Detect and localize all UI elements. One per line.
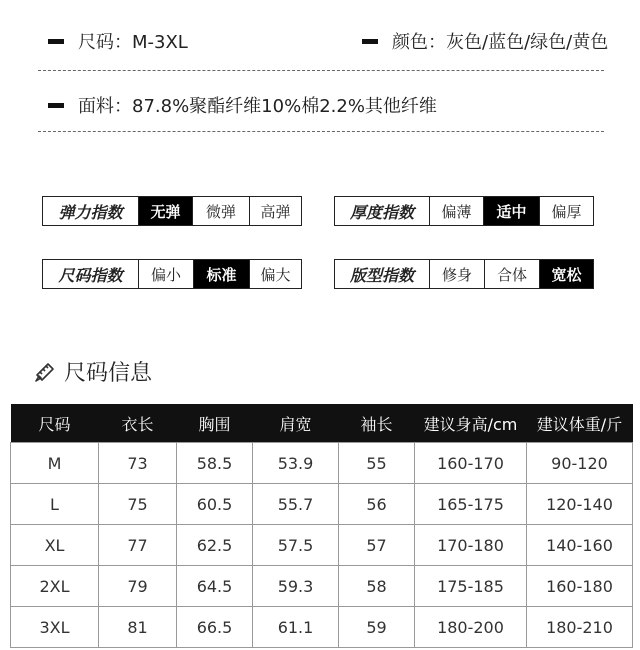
table-cell: 2XL xyxy=(11,566,99,607)
size-table xyxy=(10,404,633,648)
thickness-option: 偏薄 xyxy=(429,197,483,225)
table-cell: 160-180 xyxy=(527,566,633,607)
table-cell: 57 xyxy=(339,525,415,566)
table-cell: 58 xyxy=(339,566,415,607)
table-cell: 58.5 xyxy=(177,443,253,484)
header-cell: 尺码 xyxy=(11,404,99,443)
header-cell: 袖长 xyxy=(339,404,415,443)
table-cell: 90-120 xyxy=(527,443,633,484)
table-cell: 55.7 xyxy=(253,484,339,525)
table-cell: 120-140 xyxy=(527,484,633,525)
table-cell: 73 xyxy=(99,443,177,484)
table-cell: 64.5 xyxy=(177,566,253,607)
table-cell: 60.5 xyxy=(177,484,253,525)
table-cell: 81 xyxy=(99,607,177,648)
table-cell: 175-185 xyxy=(415,566,527,607)
divider xyxy=(38,70,604,71)
spec-size-text: 尺码：M-3XL xyxy=(78,32,188,53)
style-index xyxy=(334,259,594,289)
table-cell: 53.9 xyxy=(253,443,339,484)
style-option: 宽松 xyxy=(539,260,593,288)
header-cell: 建议身高/cm xyxy=(415,404,527,443)
table-cell: 62.5 xyxy=(177,525,253,566)
size-info-heading xyxy=(34,356,152,387)
table-cell: 57.5 xyxy=(253,525,339,566)
size-info-title: 尺码信息 xyxy=(64,361,153,386)
table-cell: M xyxy=(11,443,99,484)
table-cell: XL xyxy=(11,525,99,566)
table-cell: 180-200 xyxy=(415,607,527,648)
elastic-option: 高弹 xyxy=(249,197,301,225)
spec-material-text: 面料：87.8%聚酯纤维10%棉2.2%其他纤维 xyxy=(78,96,437,117)
table-row xyxy=(11,525,633,566)
spec-color xyxy=(362,28,608,54)
fit-option: 偏大 xyxy=(249,260,301,288)
thickness-index-title: 厚度指数 xyxy=(349,202,414,222)
table-cell: 75 xyxy=(99,484,177,525)
table-row xyxy=(11,484,633,525)
table-cell: 61.1 xyxy=(253,607,339,648)
fit-option: 标准 xyxy=(193,260,249,288)
table-cell: 56 xyxy=(339,484,415,525)
table-cell: 180-210 xyxy=(527,607,633,648)
style-option: 修身 xyxy=(429,260,484,288)
fit-index xyxy=(42,259,302,289)
fit-index-title: 尺码指数 xyxy=(58,265,123,285)
table-cell: 79 xyxy=(99,566,177,607)
fit-option: 偏小 xyxy=(138,260,193,288)
ruler-pencil-icon xyxy=(34,361,56,383)
table-cell: 66.5 xyxy=(177,607,253,648)
table-cell: L xyxy=(11,484,99,525)
table-cell: 77 xyxy=(99,525,177,566)
header-cell: 胸围 xyxy=(177,404,253,443)
table-cell: 59 xyxy=(339,607,415,648)
spec-color-text: 颜色：灰色/蓝色/绿色/黄色 xyxy=(392,32,609,53)
bullet-dash xyxy=(48,103,64,108)
spec-material xyxy=(48,92,437,118)
table-row xyxy=(11,443,633,484)
table-cell: 170-180 xyxy=(415,525,527,566)
thickness-option: 适中 xyxy=(483,197,539,225)
bullet-dash xyxy=(362,39,378,44)
header-cell: 肩宽 xyxy=(253,404,339,443)
table-cell: 59.3 xyxy=(253,566,339,607)
thickness-index xyxy=(334,196,594,226)
table-cell: 3XL xyxy=(11,607,99,648)
thickness-option: 偏厚 xyxy=(539,197,593,225)
elastic-index xyxy=(42,196,302,226)
header-cell: 衣长 xyxy=(99,404,177,443)
style-index-title: 版型指数 xyxy=(349,265,414,285)
table-row xyxy=(11,566,633,607)
table-header-row xyxy=(11,404,633,443)
elastic-option: 无弹 xyxy=(138,197,192,225)
elastic-option: 微弹 xyxy=(192,197,249,225)
style-option: 合体 xyxy=(484,260,539,288)
table-cell: 160-170 xyxy=(415,443,527,484)
table-cell: 55 xyxy=(339,443,415,484)
bullet-dash xyxy=(48,39,64,44)
table-row xyxy=(11,607,633,648)
table-cell: 140-160 xyxy=(527,525,633,566)
elastic-index-title: 弹力指数 xyxy=(58,202,123,222)
table-cell: 165-175 xyxy=(415,484,527,525)
divider xyxy=(38,131,604,132)
header-cell: 建议体重/斤 xyxy=(527,404,633,443)
spec-size xyxy=(48,28,188,54)
